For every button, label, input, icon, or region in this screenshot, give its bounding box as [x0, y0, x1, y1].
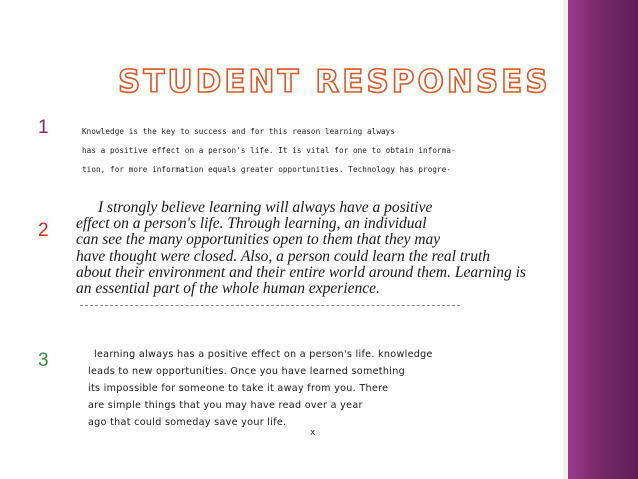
- response-1-line: has a positive effect on a person's life. It is vital for one to obtain informa-: [82, 146, 456, 155]
- response-2-line: have thought were closed. Also, a person could learn the real truth: [76, 247, 490, 265]
- response-3-line: leads to new opportunities. Once you have learned something: [88, 366, 405, 377]
- response-2-line: about their environment and their entire world around them. Learning is: [76, 263, 526, 281]
- response-1-line: Knowledge is the key to success and for this reason learning always: [82, 127, 396, 136]
- response-1-handwriting: [82, 122, 482, 179]
- slide-title: STUDENT RESPONSES: [118, 64, 551, 100]
- response-3-handwriting: [88, 346, 488, 431]
- response-number-2: 2: [38, 220, 49, 241]
- response-2-line: an essential part of the whole human experience.: [76, 280, 380, 298]
- decorative-sidebar: [568, 0, 638, 479]
- response-3-line: are simple things that you may have read over a year: [88, 400, 363, 411]
- response-2-line: I strongly believe learning will always have a positive: [98, 199, 433, 216]
- response-2-line: effect on a person's life. Through learning, an individual: [76, 215, 427, 233]
- cropped-handwriting-edge: [80, 305, 460, 310]
- response-number-1: 1: [38, 117, 49, 138]
- pen-mark: x: [310, 428, 316, 438]
- response-2-handwriting: [76, 199, 526, 298]
- response-1-line: tion, for more information equals greater opportunities. Technology has progre-: [82, 165, 452, 174]
- response-3-line: learning always has a positive effect on a person's life. knowledge: [94, 349, 433, 360]
- response-number-3: 3: [38, 350, 49, 371]
- response-3-line: ago that could someday save your life.: [88, 417, 287, 428]
- response-3-line: its impossible for someone to take it away from you. There: [88, 383, 389, 394]
- response-2-line: can see the many opportunities open to them that they may: [76, 231, 441, 249]
